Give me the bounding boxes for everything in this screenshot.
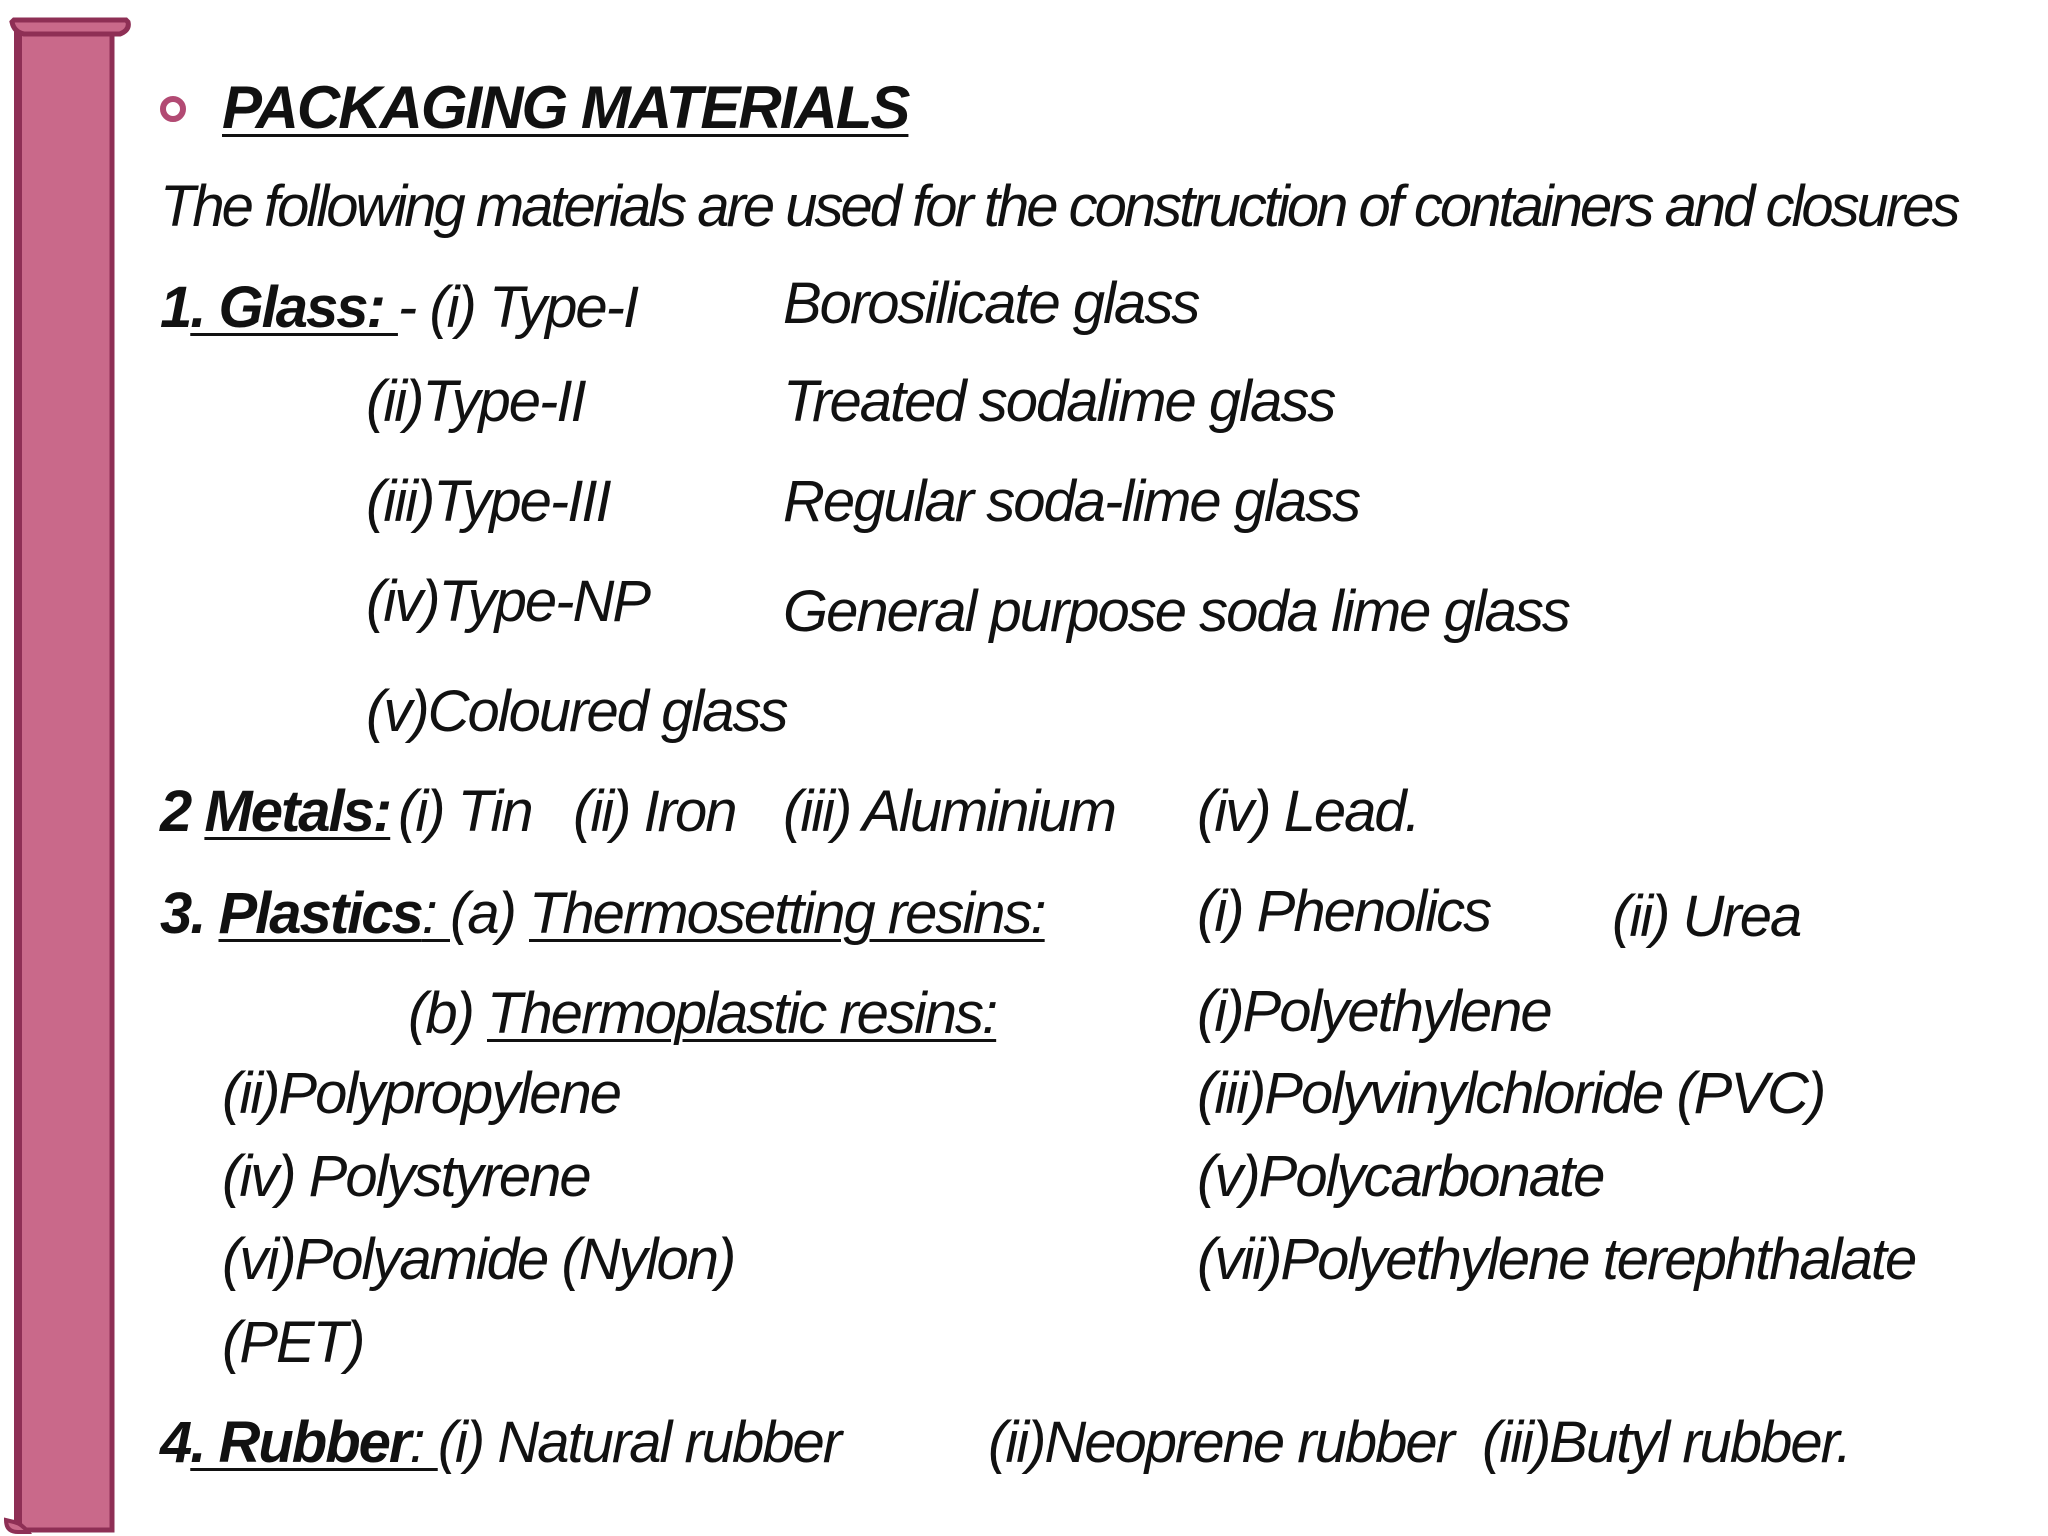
scroll-body [18,30,112,1530]
scroll-top-curl [12,20,128,34]
rubber-item: (i) Natural rubber [437,1410,841,1475]
metals-label: Metals: [204,779,391,844]
rubber-heading [160,1410,841,1475]
glass-type-4: (iv)Type-NP [366,569,650,634]
plastics-label: Plastics [218,881,422,946]
glass-number: 1 [160,275,191,340]
thermoplastic-label: Thermoplastic resins: [487,981,997,1046]
scroll-decoration [0,0,140,1536]
title-bullet-icon [160,96,186,122]
rubber-number: 4 [160,1410,191,1475]
metals-heading [160,779,391,844]
thermoplastic-item: (iv) Polystyrene [222,1144,590,1209]
thermosetting-item: (i) Phenolics [1197,879,1491,944]
metals-number: 2 [160,779,191,844]
glass-desc-4: General purpose soda lime glass [783,579,1569,644]
glass-desc-3: Regular soda-lime glass [783,469,1360,534]
thermoplastic-heading [408,981,997,1046]
thermoplastic-item: (vii)Polyethylene terephthalate [1197,1227,1916,1292]
thermoplastic-prefix: (b) [408,981,487,1046]
thermosetting-prefix: (a) [450,881,529,946]
thermoplastic-item: (i)Polyethylene [1197,979,1551,1044]
glass-type-2: (ii)Type-II [366,369,585,434]
glass-heading [160,275,638,340]
glass-desc-1: Borosilicate glass [783,271,1199,336]
page-title: PACKAGING MATERIALS [222,74,909,141]
thermoplastic-item: (ii)Polypropylene [222,1061,620,1126]
thermoplastic-item: (vi)Polyamide (Nylon) [222,1227,735,1292]
intro-text: The following materials are used for the construction of containers and closures [160,174,1958,239]
glass-type-1: (i) Type-I [429,275,638,340]
rubber-colon: : [409,1410,438,1475]
rubber-item: (iii)Butyl rubber. [1482,1410,1850,1475]
thermosetting-label: Thermosetting resins: [529,881,1045,946]
metal-item: (iii) Aluminium [783,779,1115,844]
glass-dash: - [397,275,430,340]
metal-item: (iv) Lead. [1197,779,1419,844]
thermoplastic-item: (iii)Polyvinylchloride (PVC) [1197,1061,1825,1126]
plastics-colon: : [421,881,450,946]
glass-type-5: (v)Coloured glass [366,679,787,744]
glass-type-3: (iii)Type-III [366,469,610,534]
rubber-item: (ii)Neoprene rubber [988,1410,1453,1475]
rubber-label: . Rubber [190,1410,410,1475]
thermoplastic-item: (v)Polycarbonate [1197,1144,1604,1209]
metal-item: (ii) Iron [573,779,736,844]
glass-label: . Glass: [190,275,398,340]
plastics-number: 3. [160,881,205,946]
thermosetting-item: (ii) Urea [1612,884,1801,949]
metal-item: (i) Tin [398,779,532,844]
glass-desc-2: Treated sodalime glass [783,369,1335,434]
thermoplastic-item: (PET) [222,1310,364,1375]
plastics-heading [160,881,1045,946]
